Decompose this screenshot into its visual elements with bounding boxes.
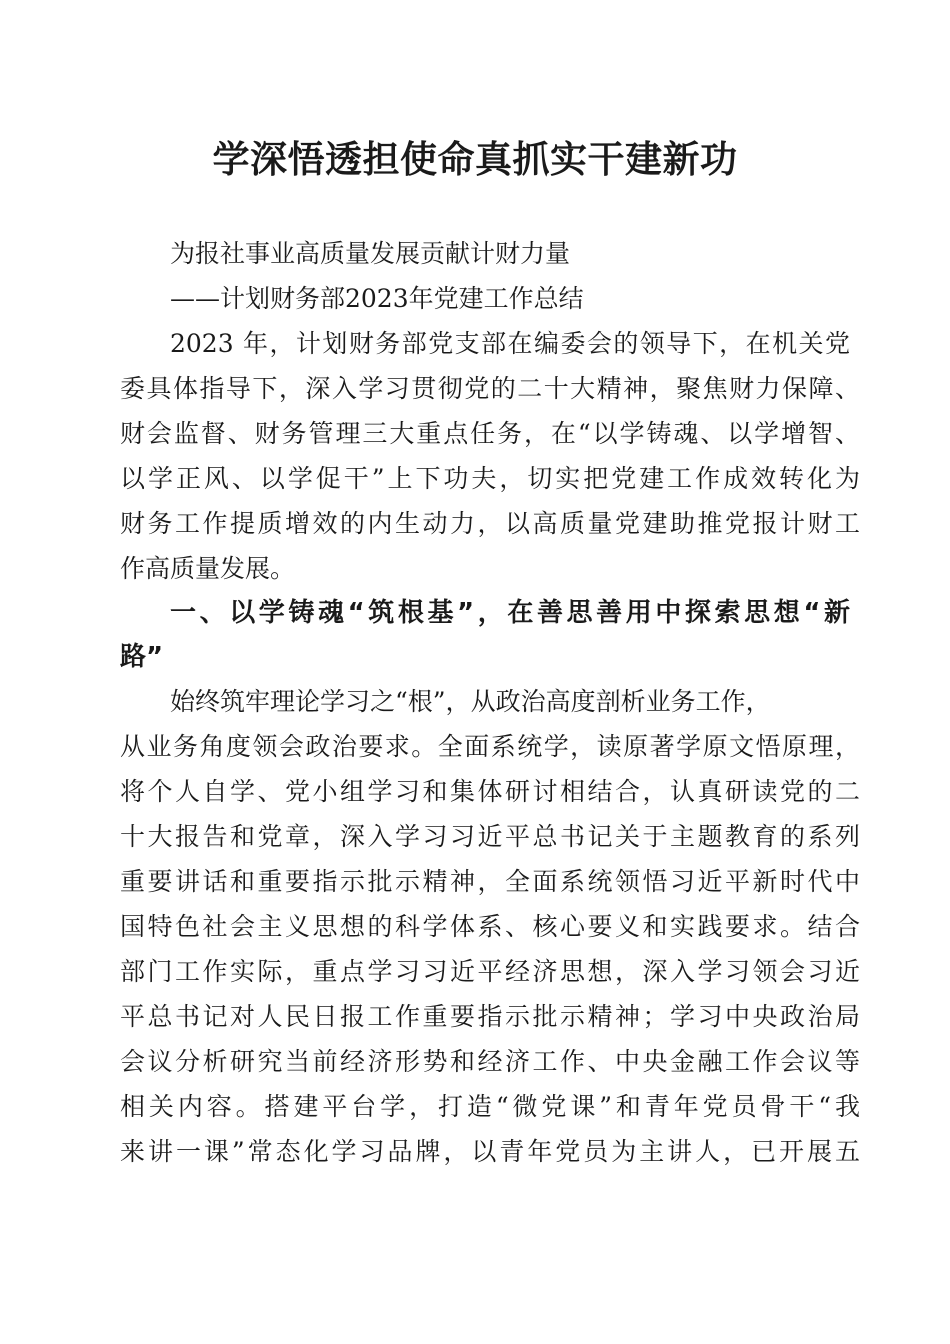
intro-line: 财会监督、财务管理三大重点任务，在“以学铸魂、以学增智、 (120, 419, 860, 448)
section-heading: 路” (120, 642, 164, 672)
intro-line: 以学正风、以学促干”上下功夫，切实把党建工作成效转化为 (120, 464, 860, 493)
document-subtitle: 为报社事业高质量发展贡献计财力量 (170, 239, 571, 268)
intro-line: 2023 年，计划财务部党支部在编委会的领导下，在机关党 (170, 329, 850, 358)
body-line: 将个人自学、党小组学习和集体研讨相结合，认真研读党的二 (120, 777, 860, 806)
body-line: 重要讲话和重要指示批示精神，全面系统领悟习近平新时代中 (120, 867, 860, 896)
body-line: 十大报告和党章，深入学习习近平总书记关于主题教育的系列 (120, 822, 860, 851)
intro-line: 财务工作提质增效的内生动力，以高质量党建助推党报计财工 (120, 509, 860, 538)
body-line: 从业务角度领会政治要求。全面系统学，读原著学原文悟原理， (120, 732, 860, 761)
document-title: 学深悟透担使命真抓实干建新功 (212, 138, 738, 181)
intro-line: 作高质量发展。 (120, 554, 296, 583)
section-heading: 一、以学铸魂“筑根基”，在善思善用中探索思想“新 (170, 598, 850, 628)
body-line: 相关内容。搭建平台学，打造“微党课”和青年党员骨干“我 (120, 1092, 860, 1121)
intro-line: 委具体指导下，深入学习贯彻党的二十大精神，聚焦财力保障、 (120, 374, 860, 403)
body-line: 会议分析研究当前经济形势和经济工作、中央金融工作会议等 (120, 1047, 860, 1076)
body-line: 始终筑牢理论学习之“根”，从政治高度剖析业务工作， (170, 687, 771, 716)
body-line: 部门工作实际，重点学习习近平经济思想，深入学习领会习近 (120, 957, 860, 986)
document-byline: ——计划财务部2023年党建工作总结 (170, 284, 584, 313)
body-line: 来讲一课”常态化学习品牌，以青年党员为主讲人，已开展五 (120, 1137, 860, 1166)
body-line: 平总书记对人民日报工作重要指示批示精神；学习中央政治局 (120, 1002, 860, 1031)
body-line: 国特色社会主义思想的科学体系、核心要义和实践要求。结合 (120, 912, 860, 941)
